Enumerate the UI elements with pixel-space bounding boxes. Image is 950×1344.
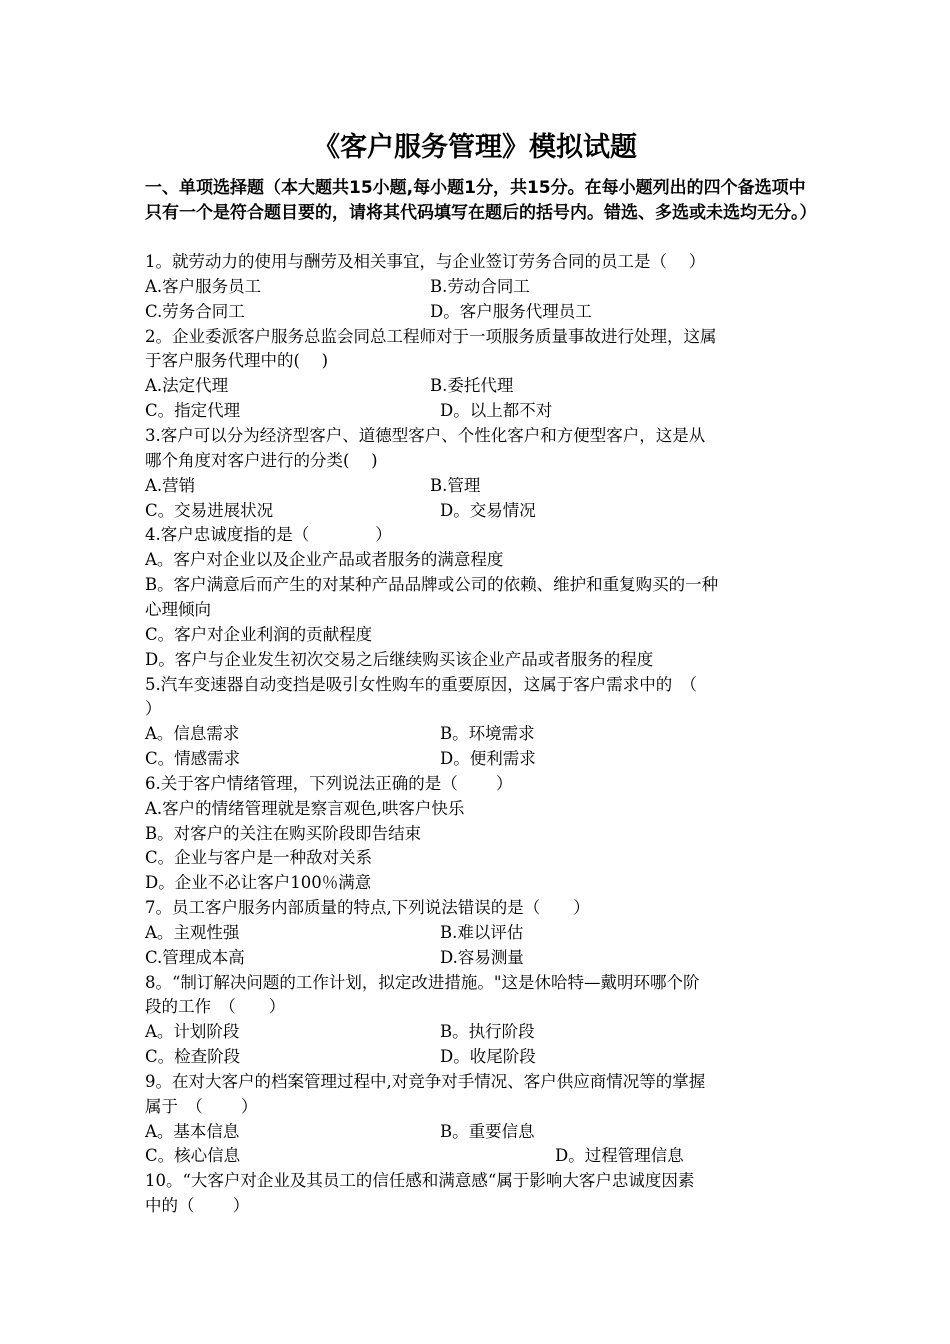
question-5-option-b: B。环境需求 — [440, 724, 535, 743]
question-2-stem-line1: 2。企业委派客户服务总监会同总工程师对于一项服务质量事故进行处理，这属 — [145, 327, 717, 346]
question-10-stem-line1: 10。“大客户对企业及其员工的信任感和满意感“属于影响大客户忠诚度因素 — [145, 1171, 695, 1190]
question-4-option-d: D。客户与企业发生初次交易之后继续购买该企业产品或者服务的程度 — [145, 650, 654, 669]
question-6-stem: 6.关于客户情绪管理，下列说法正确的是（ ） — [145, 774, 513, 793]
question-9-option-b: B。重要信息 — [440, 1122, 535, 1141]
question-9-option-d: D。过程管理信息 — [555, 1146, 684, 1165]
question-8-option-a: A。计划阶段 — [145, 1022, 240, 1041]
question-8-option-b: B。执行阶段 — [440, 1022, 535, 1041]
question-2-stem-line2: 于客户服务代理中的( ) — [145, 351, 329, 370]
question-2-option-a: A.法定代理 — [145, 376, 229, 395]
question-8-option-d: D。收尾阶段 — [440, 1047, 536, 1066]
question-9-stem-line1: 9。在对大客户的档案管理过程中,对竞争对手情况、客户供应商情况等的掌握 — [145, 1072, 706, 1091]
question-8-option-c: C。检查阶段 — [145, 1047, 241, 1066]
question-3-option-c: C。交易进展状况 — [145, 501, 274, 520]
question-4-option-b-line1: B。客户满意后而产生的对某种产品品牌或公司的依赖、维护和重复购买的一种 — [145, 575, 719, 594]
question-3-option-b: B.管理 — [430, 476, 481, 495]
question-3-option-d: D。交易情况 — [440, 501, 536, 520]
question-5-option-d: D。便利需求 — [440, 749, 536, 768]
question-1-option-d: D。客户服务代理员工 — [430, 302, 592, 321]
exam-title: 《客户服务管理》模拟试题 — [313, 132, 637, 163]
question-7-option-a: A。主观性强 — [145, 923, 240, 942]
question-2-option-b: B.委托代理 — [430, 376, 514, 395]
question-1-option-a: A.客户服务员工 — [145, 277, 262, 296]
question-8-stem-line1: 8。“制订解决问题的工作计划，拟定改进措施。"这是休哈特—戴明环哪个阶 — [145, 973, 700, 992]
question-1-stem: 1。就劳动力的使用与酬劳及相关事宜，与企业签订劳务合同的员工是（ ） — [145, 252, 706, 271]
question-1-option-b: B.劳动合同工 — [430, 277, 530, 296]
question-3-stem-line2: 哪个角度对客户进行的分类( ) — [145, 451, 378, 470]
question-7-option-d: D.容易测量 — [440, 948, 524, 967]
question-6-option-c: C。企业与客户是一种敌对关系 — [145, 848, 373, 867]
question-5-option-a: A。信息需求 — [145, 724, 240, 743]
question-5-stem-line2: ） — [145, 699, 162, 718]
question-6-option-a: A.客户的情绪管理就是察言观色,哄客户快乐 — [145, 799, 465, 818]
question-4-option-b-line2: 心理倾向 — [145, 600, 211, 619]
question-4-stem: 4.客户忠诚度指的是（ ） — [145, 525, 392, 544]
question-2-option-c: C。指定代理 — [145, 401, 241, 420]
question-9-option-c: C。核心信息 — [145, 1146, 241, 1165]
question-7-option-c: C.管理成本高 — [145, 948, 245, 967]
question-1-option-c: C.劳务合同工 — [145, 302, 245, 321]
question-9-stem-line2: 属于 （ ） — [145, 1097, 258, 1116]
question-6-option-d: D。企业不必让客户100％满意 — [145, 873, 372, 892]
section-header: 一、单项选择题（本大题共15小题,每小题1分，共15分。在每小题列出的四个备选项中只有一个是符合题目要的，请将其代码填写在题后的括号内。错选、多选或未选均无分。） — [145, 178, 817, 223]
question-5-option-c: C。情感需求 — [145, 749, 241, 768]
question-7-stem: 7。员工客户服务内部质量的特点,下列说法错误的是（ ） — [145, 898, 590, 917]
question-4-option-a: A。客户对企业以及企业产品或者服务的满意程度 — [145, 550, 504, 569]
question-8-stem-line2: 段的工作 （ ） — [145, 997, 286, 1016]
question-2-option-d: D。以上都不对 — [440, 401, 553, 420]
question-5-stem-line1: 5.汽车变速器自动变挡是吸引女性购车的重要原因，这属于客户需求中的 （ — [145, 675, 697, 694]
question-9-option-a: A。基本信息 — [145, 1122, 240, 1141]
question-3-option-a: A.营销 — [145, 476, 196, 495]
question-7-option-b: B.难以评估 — [440, 923, 524, 942]
question-4-option-c: C。客户对企业利润的贡献程度 — [145, 625, 373, 644]
question-3-stem-line1: 3.客户可以分为经济型客户、道德型客户、个性化客户和方便型客户，这是从 — [145, 426, 706, 445]
question-6-option-b: B。对客户的关注在购买阶段即告结束 — [145, 824, 422, 843]
question-10-stem-line2: 中的（ ） — [145, 1196, 250, 1215]
